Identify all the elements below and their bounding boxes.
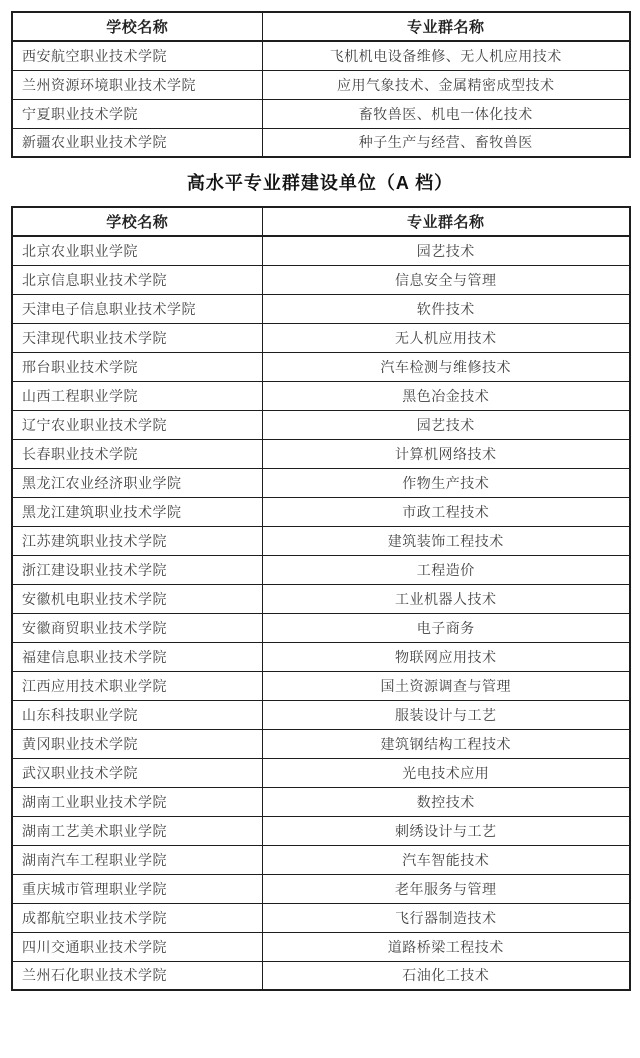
table-row xyxy=(12,961,630,990)
group-name-cell: 飞行器制造技术 xyxy=(262,903,630,932)
group-name-cell: 信息安全与管理 xyxy=(262,265,630,294)
table-row xyxy=(12,128,630,157)
group-name-cell: 石油化工技术 xyxy=(262,961,630,990)
group-name-cell: 服装设计与工艺 xyxy=(262,700,630,729)
school-column-header: 学校名称 xyxy=(12,12,262,41)
group-name-cell: 种子生产与经营、畜牧兽医 xyxy=(262,128,630,157)
school-column-header: 学校名称 xyxy=(12,207,262,236)
group-name-cell: 市政工程技术 xyxy=(262,497,630,526)
group-name-cell: 建筑钢结构工程技术 xyxy=(262,729,630,758)
table-row xyxy=(12,845,630,874)
table-row xyxy=(12,613,630,642)
school-name-cell: 湖南工艺美术职业学院 xyxy=(12,816,262,845)
table-row xyxy=(12,381,630,410)
group-name-cell: 畜牧兽医、机电一体化技术 xyxy=(262,99,630,128)
table-row xyxy=(12,526,630,555)
group-name-cell: 园艺技术 xyxy=(262,410,630,439)
table-row xyxy=(12,903,630,932)
table-row xyxy=(12,265,630,294)
table-row xyxy=(12,41,630,70)
school-name-cell: 辽宁农业职业技术学院 xyxy=(12,410,262,439)
school-name-cell: 黄冈职业技术学院 xyxy=(12,729,262,758)
school-name-cell: 兰州石化职业技术学院 xyxy=(12,961,262,990)
table-row xyxy=(12,99,630,128)
table-row xyxy=(12,671,630,700)
group-name-cell: 电子商务 xyxy=(262,613,630,642)
group-name-cell: 光电技术应用 xyxy=(262,758,630,787)
table-row xyxy=(12,642,630,671)
school-name-cell: 重庆城市管理职业学院 xyxy=(12,874,262,903)
group-name-cell: 应用气象技术、金属精密成型技术 xyxy=(262,70,630,99)
group-name-cell: 飞机机电设备维修、无人机应用技术 xyxy=(262,41,630,70)
group-name-cell: 道路桥梁工程技术 xyxy=(262,932,630,961)
table-row xyxy=(12,236,630,265)
school-name-cell: 北京农业职业学院 xyxy=(12,236,262,265)
group-name-cell: 汽车检测与维修技术 xyxy=(262,352,630,381)
school-name-cell: 山东科技职业学院 xyxy=(12,700,262,729)
table-row xyxy=(12,932,630,961)
school-name-cell: 福建信息职业技术学院 xyxy=(12,642,262,671)
table-row xyxy=(12,70,630,99)
school-name-cell: 山西工程职业学院 xyxy=(12,381,262,410)
school-name-cell: 成都航空职业技术学院 xyxy=(12,903,262,932)
school-name-cell: 天津电子信息职业技术学院 xyxy=(12,294,262,323)
school-name-cell: 安徽机电职业技术学院 xyxy=(12,584,262,613)
school-name-cell: 江西应用技术职业学院 xyxy=(12,671,262,700)
group-name-cell: 计算机网络技术 xyxy=(262,439,630,468)
school-name-cell: 江苏建筑职业技术学院 xyxy=(12,526,262,555)
section-title: 高水平专业群建设单位（A 档） xyxy=(186,173,454,193)
group-column-header: 专业群名称 xyxy=(262,12,630,41)
table-row xyxy=(12,468,630,497)
a-tier-table xyxy=(11,206,631,991)
table-row xyxy=(12,439,630,468)
school-name-cell: 长春职业技术学院 xyxy=(12,439,262,468)
group-name-cell: 刺绣设计与工艺 xyxy=(262,816,630,845)
table-header-row xyxy=(12,207,630,236)
group-name-cell: 数控技术 xyxy=(262,787,630,816)
school-name-cell: 湖南工业职业技术学院 xyxy=(12,787,262,816)
school-name-cell: 宁夏职业技术学院 xyxy=(12,99,262,128)
table-row xyxy=(12,555,630,584)
group-name-cell: 建筑装饰工程技术 xyxy=(262,526,630,555)
group-name-cell: 国土资源调查与管理 xyxy=(262,671,630,700)
school-name-cell: 北京信息职业技术学院 xyxy=(12,265,262,294)
table-row xyxy=(12,729,630,758)
table-row xyxy=(12,758,630,787)
group-name-cell: 软件技术 xyxy=(262,294,630,323)
group-name-cell: 物联网应用技术 xyxy=(262,642,630,671)
table-header-row xyxy=(12,12,630,41)
group-name-cell: 园艺技术 xyxy=(262,236,630,265)
group-name-cell: 汽车智能技术 xyxy=(262,845,630,874)
group-name-cell: 工程造价 xyxy=(262,555,630,584)
table-row xyxy=(12,816,630,845)
school-name-cell: 黑龙江农业经济职业学院 xyxy=(12,468,262,497)
table-row xyxy=(12,352,630,381)
group-name-cell: 黑色冶金技术 xyxy=(262,381,630,410)
school-name-cell: 安徽商贸职业技术学院 xyxy=(12,613,262,642)
continuation-table xyxy=(11,11,631,158)
group-name-cell: 作物生产技术 xyxy=(262,468,630,497)
group-column-header: 专业群名称 xyxy=(262,207,630,236)
table-row xyxy=(12,294,630,323)
table-row xyxy=(12,497,630,526)
school-name-cell: 黑龙江建筑职业技术学院 xyxy=(12,497,262,526)
school-name-cell: 武汉职业技术学院 xyxy=(12,758,262,787)
table-row xyxy=(12,410,630,439)
table-row xyxy=(12,787,630,816)
school-name-cell: 湖南汽车工程职业学院 xyxy=(12,845,262,874)
group-name-cell: 老年服务与管理 xyxy=(262,874,630,903)
table-row xyxy=(12,700,630,729)
table-row xyxy=(12,874,630,903)
school-name-cell: 天津现代职业技术学院 xyxy=(12,323,262,352)
school-name-cell: 四川交通职业技术学院 xyxy=(12,932,262,961)
table-row xyxy=(12,323,630,352)
table-row xyxy=(12,584,630,613)
school-name-cell: 浙江建设职业技术学院 xyxy=(12,555,262,584)
group-name-cell: 工业机器人技术 xyxy=(262,584,630,613)
school-name-cell: 新疆农业职业技术学院 xyxy=(12,128,262,157)
school-name-cell: 西安航空职业技术学院 xyxy=(12,41,262,70)
school-name-cell: 邢台职业技术学院 xyxy=(12,352,262,381)
group-name-cell: 无人机应用技术 xyxy=(262,323,630,352)
school-name-cell: 兰州资源环境职业技术学院 xyxy=(12,70,262,99)
